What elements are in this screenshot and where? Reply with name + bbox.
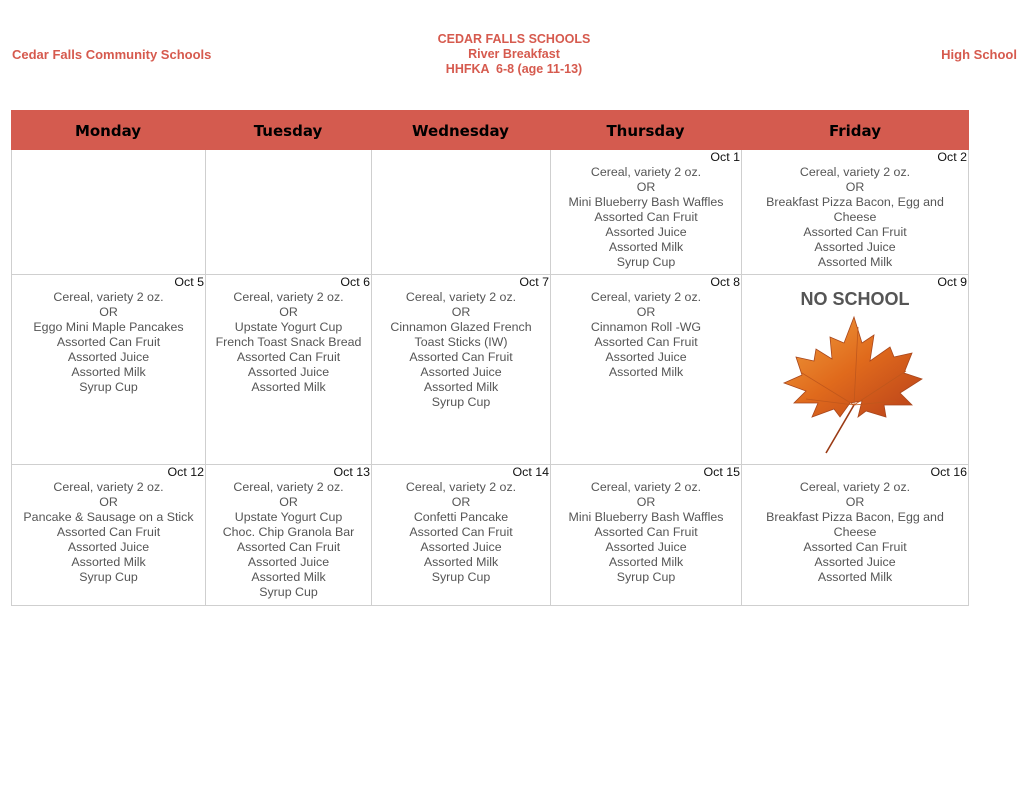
day-date: Oct 14 — [512, 465, 549, 479]
maple-leaf-icon — [766, 313, 946, 463]
day-cell — [550, 275, 741, 465]
menu-item: Assorted Milk — [71, 555, 146, 569]
calendar-week-row — [11, 275, 969, 465]
menu-item: Cereal, variety 2 oz. — [799, 165, 911, 179]
menu-title-line: CEDAR FALLS SCHOOLS — [437, 32, 591, 46]
menu-item: Assorted Milk — [423, 555, 499, 569]
weekday-header: Thursday — [606, 122, 685, 140]
day-cell — [741, 150, 969, 275]
menu-item: Cheese — [833, 525, 877, 539]
menu-item: Cereal, variety 2 oz. — [590, 480, 702, 494]
menu-items — [551, 165, 741, 270]
menu-item: Upstate Yogurt Cup — [234, 320, 343, 334]
day-date — [12, 150, 205, 165]
day-date: Oct 8 — [710, 275, 740, 289]
menu-item: Cinnamon Roll -WG — [590, 320, 702, 334]
day-cell — [205, 465, 371, 606]
day-cell — [11, 150, 205, 275]
no-school-label: NO SCHOOL — [800, 289, 910, 309]
day-cell — [741, 465, 969, 606]
menu-item: Choc. Chip Granola Bar — [222, 525, 355, 539]
day-cell — [741, 275, 969, 465]
menu-item: Assorted Can Fruit — [803, 540, 907, 554]
day-date: Oct 13 — [333, 465, 370, 479]
district-name: Cedar Falls Community Schools — [12, 47, 212, 62]
menu-item: Assorted Can Fruit — [409, 350, 513, 364]
menu-item: Breakfast Pizza Bacon, Egg and — [766, 195, 944, 209]
day-date: Oct 15 — [703, 465, 740, 479]
menu-item: Syrup Cup — [616, 255, 676, 269]
menu-item: Cereal, variety 2 oz. — [590, 165, 702, 179]
weekday-header: Wednesday — [412, 122, 509, 140]
menu-items — [742, 480, 968, 585]
day-cell — [11, 465, 205, 606]
menu-item: Assorted Juice — [605, 540, 687, 554]
menu-item: Syrup Cup — [431, 570, 491, 584]
menu-item: OR — [99, 305, 118, 319]
day-date — [206, 150, 371, 165]
menu-item: Confetti Pancake — [413, 510, 509, 524]
menu-item: Breakfast Pizza Bacon, Egg and — [766, 510, 944, 524]
menu-title-line: HHFKA 6-8 (age 11-13) — [445, 62, 583, 76]
menu-item: French Toast Snack Bread — [215, 335, 362, 349]
menu-item: Assorted Juice — [605, 350, 687, 364]
menu-item: Assorted Juice — [247, 365, 330, 379]
menu-item: Assorted Milk — [817, 570, 893, 584]
menu-item: Assorted Milk — [608, 240, 684, 254]
menu-items — [551, 480, 741, 585]
menu-items — [372, 290, 550, 410]
menu-item: Assorted Milk — [608, 555, 684, 569]
menu-item: OR — [636, 305, 656, 319]
day-cell — [11, 275, 205, 465]
menu-item: Cereal, variety 2 oz. — [233, 480, 344, 494]
menu-item: OR — [636, 495, 656, 509]
menu-item: OR — [845, 180, 865, 194]
day-date: Oct 12 — [167, 465, 204, 479]
weekday-header: Friday — [828, 122, 881, 140]
weekday-header-row — [11, 110, 969, 150]
day-date — [372, 150, 550, 165]
menu-item: Assorted Can Fruit — [409, 525, 513, 539]
menu-item: OR — [845, 495, 865, 509]
menu-item: Assorted Can Fruit — [236, 540, 341, 554]
day-cell — [371, 465, 550, 606]
menu-item: Assorted Milk — [423, 380, 499, 394]
day-cell — [371, 275, 550, 465]
menu-item: Assorted Juice — [67, 540, 150, 554]
menu-item: Assorted Juice — [420, 365, 502, 379]
menu-item: Cereal, variety 2 oz. — [53, 480, 164, 494]
menu-item: Cereal, variety 2 oz. — [405, 480, 517, 494]
menu-item: Assorted Can Fruit — [594, 210, 698, 224]
calendar-weeks — [11, 150, 969, 606]
menu-item: Assorted Milk — [251, 570, 326, 584]
menu-item: OR — [99, 495, 118, 509]
school-level: High School — [941, 47, 1017, 62]
menu-item: Assorted Can Fruit — [56, 525, 161, 539]
menu-item: Assorted Can Fruit — [236, 350, 341, 364]
menu-items — [372, 480, 550, 585]
menu-item: OR — [279, 495, 298, 509]
menu-item: Assorted Juice — [605, 225, 687, 239]
menu-item: Cereal, variety 2 oz. — [590, 290, 702, 304]
menu-item: Syrup Cup — [259, 585, 318, 599]
day-cell — [205, 275, 371, 465]
menu-item: Assorted Juice — [814, 240, 896, 254]
day-date: Oct 16 — [930, 465, 967, 479]
day-cell — [550, 150, 741, 275]
menu-item: Assorted Can Fruit — [803, 225, 907, 239]
menu-items — [742, 165, 968, 270]
menu-items — [206, 480, 371, 600]
menu-item: Pancake & Sausage on a Stick — [23, 510, 194, 524]
menu-item: Mini Blueberry Bash Waffles — [568, 510, 724, 524]
menu-item: Cereal, variety 2 oz. — [799, 480, 911, 494]
menu-item: Cereal, variety 2 oz. — [233, 290, 344, 304]
menu-item: Assorted Juice — [247, 555, 330, 569]
menu-item: OR — [451, 305, 471, 319]
menu-item: Assorted Juice — [814, 555, 896, 569]
menu-item: Syrup Cup — [79, 570, 138, 584]
menu-item: Assorted Milk — [251, 380, 326, 394]
menu-item: Assorted Can Fruit — [594, 525, 698, 539]
menu-item: Assorted Milk — [817, 255, 893, 269]
menu-item: Syrup Cup — [79, 380, 138, 394]
day-date: Oct 5 — [174, 275, 204, 289]
menu-item: Assorted Milk — [71, 365, 146, 379]
menu-item: Eggo Mini Maple Pancakes — [33, 320, 184, 334]
menu-item: Syrup Cup — [616, 570, 676, 584]
menu-item: Syrup Cup — [431, 395, 491, 409]
day-date: Oct 9 — [937, 275, 967, 289]
day-date: Oct 1 — [710, 150, 740, 164]
day-cell — [371, 150, 550, 275]
calendar-week-row — [11, 465, 969, 606]
menu-item: OR — [636, 180, 656, 194]
menu-item: Upstate Yogurt Cup — [234, 510, 343, 524]
menu-item: Assorted Can Fruit — [594, 335, 698, 349]
day-cell — [205, 150, 371, 275]
menu-item: Cereal, variety 2 oz. — [405, 290, 517, 304]
menu-item: Assorted Juice — [67, 350, 150, 364]
menu-item: Cheese — [833, 210, 877, 224]
day-date: Oct 7 — [519, 275, 549, 289]
menu-item: Mini Blueberry Bash Waffles — [568, 195, 724, 209]
menu-calendar — [11, 110, 969, 606]
menu-item: Assorted Juice — [420, 540, 502, 554]
menu-item: OR — [279, 305, 298, 319]
weekday-header: Tuesday — [253, 122, 323, 140]
menu-item: Assorted Milk — [608, 365, 684, 379]
menu-items — [551, 290, 741, 380]
weekday-header: Monday — [74, 122, 142, 140]
menu-item: Toast Sticks (IW) — [414, 335, 508, 349]
menu-title-line: River Breakfast — [468, 47, 560, 61]
menu-item: OR — [451, 495, 471, 509]
menu-title-block — [364, 32, 664, 77]
menu-items — [12, 480, 205, 585]
menu-item: Assorted Can Fruit — [56, 335, 161, 349]
day-cell — [550, 465, 741, 606]
day-date: Oct 2 — [937, 150, 967, 164]
menu-item: Cereal, variety 2 oz. — [53, 290, 164, 304]
menu-items — [206, 290, 371, 395]
menu-item: Cinnamon Glazed French — [390, 320, 532, 334]
calendar-week-row — [11, 150, 969, 275]
day-date: Oct 6 — [340, 275, 370, 289]
menu-items — [12, 290, 205, 395]
